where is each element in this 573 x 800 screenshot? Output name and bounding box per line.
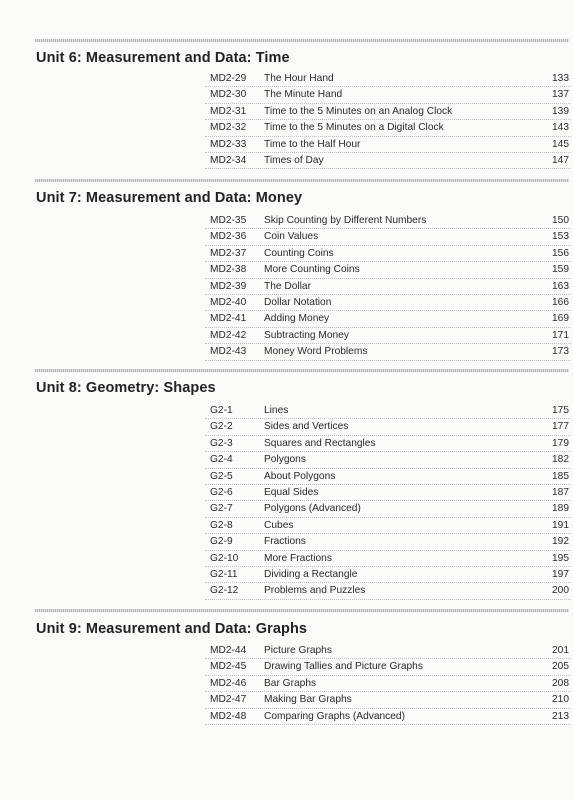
lesson-row [205,692,571,708]
lesson-row [205,709,571,725]
page-number: 192 [552,536,569,548]
lesson-row [205,676,571,692]
lesson-title: Counting Coins [264,247,334,259]
lesson-row [205,659,571,675]
page-number: 191 [552,519,569,531]
lesson-code: MD2-39 [210,280,247,292]
section-divider [35,179,569,182]
lesson-title: Fractions [264,536,306,548]
lesson-row [205,137,571,153]
lesson-code: MD2-34 [210,154,247,166]
unit-title: Unit 9: Measurement and Data: Graphs [36,621,308,637]
page-number: 182 [552,454,569,466]
lesson-code: G2-2 [210,421,233,433]
lesson-row [205,229,571,245]
page-number: 205 [552,661,569,673]
lesson-code: MD2-45 [210,661,247,673]
lesson-row [205,262,571,278]
page-number: 197 [552,568,569,580]
lesson-row [205,279,571,295]
page-number: 195 [552,552,569,564]
lesson-code: MD2-47 [210,694,247,706]
lesson-code: G2-10 [210,552,239,564]
lesson-row [205,551,571,567]
lesson-code: MD2-29 [210,73,247,84]
section-divider [35,609,569,612]
lesson-code: MD2-48 [210,710,247,722]
lesson-row [205,328,571,344]
page-number: 159 [552,264,569,276]
lesson-list [205,71,571,169]
lesson-code: MD2-37 [210,247,247,259]
lesson-row [205,153,571,169]
lesson-code: G2-7 [210,503,233,515]
lesson-title: Time to the 5 Minutes on an Analog Clock [264,105,453,117]
lesson-list [205,403,571,600]
lesson-title: Polygons [264,454,306,466]
lesson-code: G2-3 [210,437,233,449]
page-number: 177 [552,421,569,433]
lesson-code: G2-8 [210,519,233,531]
lesson-row [205,213,571,229]
lesson-code: MD2-35 [210,215,247,226]
lesson-code: G2-5 [210,470,233,482]
lesson-title: Adding Money [264,313,330,325]
lesson-title: Cubes [264,519,294,531]
lesson-title: Drawing Tallies and Picture Graphs [264,661,423,673]
page-number: 166 [552,296,569,308]
page-number: 213 [552,710,569,722]
page-number: 137 [552,89,569,101]
lesson-code: MD2-30 [210,89,247,101]
page-number: 185 [552,470,569,482]
lesson-code: G2-9 [210,536,233,548]
lesson-row [205,295,571,311]
lesson-row [205,452,571,468]
lesson-title: Coin Values [264,231,319,243]
lesson-row [205,485,571,501]
lesson-title: Polygons (Advanced) [264,503,361,515]
lesson-code: MD2-43 [210,346,247,358]
lesson-title: Making Bar Graphs [264,694,352,706]
lesson-row [205,120,571,136]
lesson-code: G2-6 [210,486,233,498]
lesson-code: G2-1 [210,405,233,416]
lesson-title: Time to the Half Hour [264,138,361,150]
page-number: 145 [552,138,569,150]
page-number: 187 [552,486,569,498]
lesson-code: MD2-31 [210,105,247,117]
page-number: 133 [552,73,569,84]
lesson-title: Subtracting Money [264,329,349,341]
lesson-title: Money Word Problems [264,346,368,358]
lesson-title: Skip Counting by Different Numbers [264,215,427,226]
page-number: 153 [552,231,569,243]
section-divider [35,39,569,42]
section-divider [35,369,569,372]
page-number: 201 [552,645,569,656]
page-number: 200 [552,585,569,597]
lesson-code: MD2-36 [210,231,247,243]
lesson-row [205,567,571,583]
lesson-code: MD2-42 [210,329,247,341]
lesson-title: More Counting Coins [264,264,360,276]
page-number: 171 [552,329,569,341]
lesson-row [205,501,571,517]
page-number: 156 [552,247,569,259]
page-number: 208 [552,677,569,689]
lesson-title: Sides and Vertices [264,421,349,433]
lesson-title: The Minute Hand [264,89,343,101]
page-number: 169 [552,313,569,325]
unit-title: Unit 7: Measurement and Data: Money [36,190,303,206]
lesson-title: Dividing a Rectangle [264,568,358,580]
page-number: 175 [552,405,569,416]
lesson-title: More Fractions [264,552,332,564]
page-number: 147 [552,154,569,166]
lesson-title: Lines [264,405,289,416]
lesson-title: Picture Graphs [264,645,332,656]
lesson-code: MD2-40 [210,296,247,308]
lesson-title: Time to the 5 Minutes on a Digital Clock [264,122,444,134]
page-number: 173 [552,346,569,358]
lesson-list [205,643,571,725]
page-number: 143 [552,122,569,134]
lesson-code: G2-4 [210,454,233,466]
lesson-row [205,104,571,120]
lesson-title: Problems and Puzzles [264,585,366,597]
lesson-row [205,469,571,485]
lesson-code: G2-11 [210,568,238,580]
lesson-title: Squares and Rectangles [264,437,376,449]
lesson-row [205,87,571,103]
lesson-title: Equal Sides [264,486,319,498]
lesson-code: MD2-41 [210,313,247,325]
lesson-code: MD2-32 [210,122,247,134]
page-number: 139 [552,105,569,117]
page-number: 189 [552,503,569,515]
lesson-code: MD2-46 [210,677,247,689]
lesson-code: MD2-44 [210,645,247,656]
page-number: 163 [552,280,569,292]
lesson-row [205,344,571,360]
lesson-row [205,311,571,327]
lesson-row [205,534,571,550]
lesson-title: Comparing Graphs (Advanced) [264,710,405,722]
page-number: 179 [552,437,569,449]
page-number: 150 [552,215,569,226]
page-number: 210 [552,694,569,706]
lesson-row [205,246,571,262]
lesson-title: Dollar Notation [264,296,332,308]
lesson-title: The Hour Hand [264,73,334,84]
lesson-row [205,71,571,87]
unit-title: Unit 6: Measurement and Data: Time [36,50,290,66]
lesson-title: The Dollar [264,280,311,292]
lesson-row [205,643,571,659]
lesson-code: MD2-33 [210,138,247,150]
lesson-code: MD2-38 [210,264,247,276]
lesson-title: Times of Day [264,154,324,166]
lesson-row [205,419,571,435]
lesson-code: G2-12 [210,585,239,597]
lesson-row [205,403,571,419]
unit-title: Unit 8: Geometry: Shapes [36,380,216,396]
lesson-row [205,583,571,599]
lesson-row [205,436,571,452]
lesson-list [205,213,571,361]
lesson-title: About Polygons [264,470,336,482]
lesson-row [205,518,571,534]
lesson-title: Bar Graphs [264,677,317,689]
